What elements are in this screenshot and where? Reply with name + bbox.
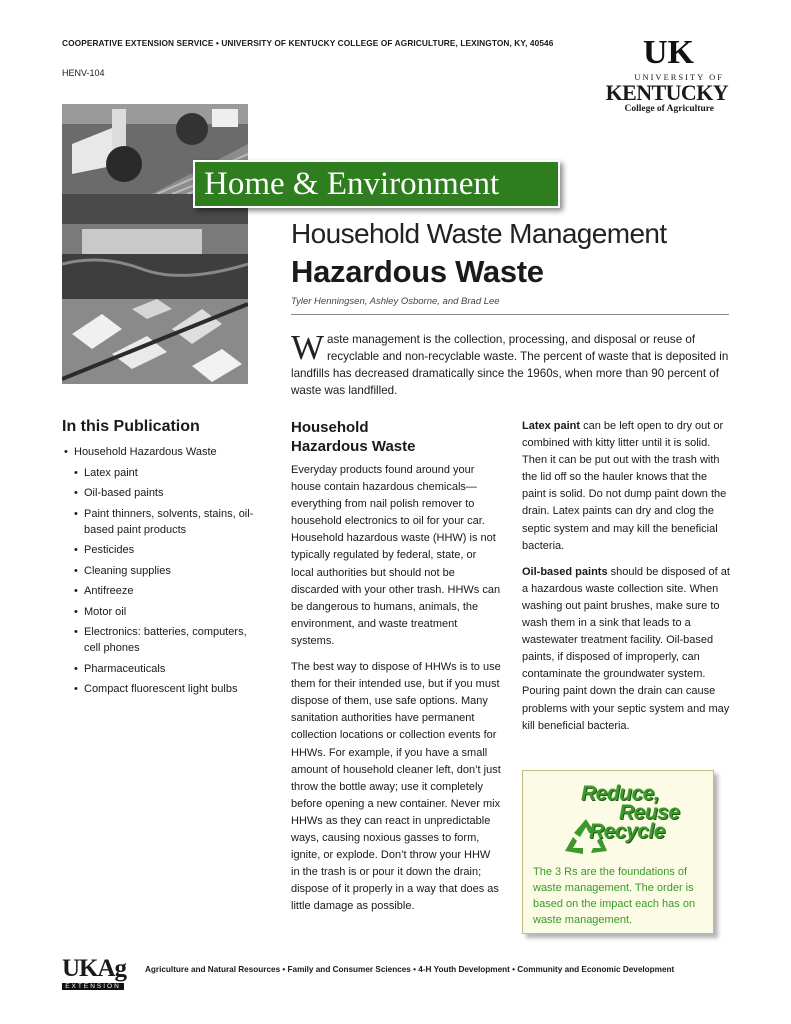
extension-label: EXTENSION: [62, 983, 124, 990]
reuse-word: Reuse: [619, 801, 680, 824]
reduce-word: Reduce,: [581, 782, 660, 805]
latex-label: Latex paint: [522, 420, 581, 432]
section-heading: [291, 418, 501, 456]
toc-item: • Antifreeze: [62, 583, 262, 599]
toc-item: • Cleaning supplies: [62, 563, 262, 579]
toc-item: • Oil-based paints: [62, 485, 262, 501]
ukag-mark: UKAg: [62, 955, 127, 982]
oil-text: should be disposed of at a hazardous waste collection site. When washing out paint brushes, make sure to wash them in a sink that leads to a wastewater treatment facility. Oil-based paints, if disposed of improperly, can contaminate the groundwater system. Pouring paint down the drain can cause problems with your septic system and may kill beneficial bacteria.: [522, 565, 730, 732]
authors: Tyler Henningsen, Ashley Osborne, and Brad Lee: [291, 296, 500, 307]
intro-text: aste management is the collection, processing, and disposal or reuse of recyclable and non-recyclable waste. The percent of waste that is deposited in landfills has decreased dramatically since the 1960s, when more than 90 percent of waste was landfilled.: [291, 333, 729, 397]
ukag-extension-logo: [62, 957, 134, 993]
right-column: [522, 418, 732, 744]
recycle-word: Recycle: [589, 820, 665, 843]
uk-college: College of Agriculture: [624, 104, 714, 114]
latex-text: can be left open to dry out or combined with kitty litter until it is solid. Then it can be put out with the trash with the lid off so the hauler knows that the paint is solid. Do not dump paint down the drain. Latex paints can dry and clog the septic system and may kill the beneficial bacteria.: [522, 420, 727, 552]
toc-item: • Compact fluorescent light bulbs: [62, 681, 262, 697]
drop-cap: W: [291, 328, 325, 367]
toc-item: • Latex paint: [62, 465, 262, 481]
intro-paragraph: [291, 328, 729, 399]
toc-item: • Electronics: batteries, computers, cell phones: [62, 624, 262, 656]
latex-paragraph: [522, 418, 732, 555]
table-of-contents: [62, 418, 262, 702]
footer-program-areas: Agriculture and Natural Resources • Family and Consumer Sciences • 4-H Youth Development • Community and Economic Development: [145, 965, 675, 974]
rrr-caption: The 3 Rs are the foundations of waste management. The order is based on the impact each has on waste management.: [533, 866, 696, 926]
toc-heading: In this Publication: [62, 418, 200, 435]
toc-item: • Pesticides: [62, 542, 262, 558]
section-banner: [193, 160, 560, 208]
section-heading-line1: Household: [291, 419, 369, 436]
document-subtitle: Household Waste Management: [291, 218, 667, 249]
uk-university-of: UNIVERSITY OF: [634, 72, 724, 82]
toc-item: • Paint thinners, solvents, stains, oil-based paint products: [62, 506, 262, 538]
cover-photo-collage: [62, 104, 248, 384]
section-banner-label: Home & Environment: [204, 166, 500, 202]
body-paragraph: Everyday products found around your house contain hazardous chemicals—everything from nail polish remover to household electronics to oil for your car. Household hazardous waste (HHW) is not typically regulated by federal, state, or local authorities but should not be discarded with your other trash. HHWs can be dangerous to humans, animals, the environment, and waste treatment systems.: [291, 464, 501, 647]
reduce-reuse-recycle-box: [522, 770, 714, 934]
toc-list: [62, 444, 262, 697]
document-title: Hazardous Waste: [291, 254, 544, 289]
oil-label: Oil-based paints: [522, 565, 608, 578]
uk-kentucky: KENTUCKY: [605, 80, 728, 105]
body-paragraph: The best way to dispose of HHWs is to use them for their intended use, but if you must dispose of them, use safe options. Many sanitation authorities have permanent collection locations or collection events for HHWs. For example, if you have a small amount of household cleaner left, don’t just throw the bottle away; use it completely before opening a new container. Never mix HHWs as they can react in unpredictable ways, causing noxious gasses to form, ignite, or explode. Don’t throw your HHW in the trash is or pour it down the drain; dispose of it properly in a way that does as little damage as possible.: [291, 661, 501, 913]
uk-logo: [605, 34, 732, 116]
publication-code: HENV-104: [62, 68, 105, 78]
header-org-line: COOPERATIVE EXTENSION SERVICE • UNIVERSITY OF KENTUCKY COLLEGE OF AGRICULTURE, LEXINGTON, KY, 40546: [62, 38, 554, 48]
uk-mark: UK: [643, 34, 694, 71]
toc-item: • Motor oil: [62, 604, 262, 620]
oil-paragraph: [522, 564, 732, 735]
toc-item: • Household Hazardous Waste: [62, 444, 262, 460]
toc-item: • Pharmaceuticals: [62, 661, 262, 677]
title-divider: [291, 314, 729, 315]
main-column: [291, 418, 501, 924]
section-heading-line2: Hazardous Waste: [291, 438, 416, 455]
